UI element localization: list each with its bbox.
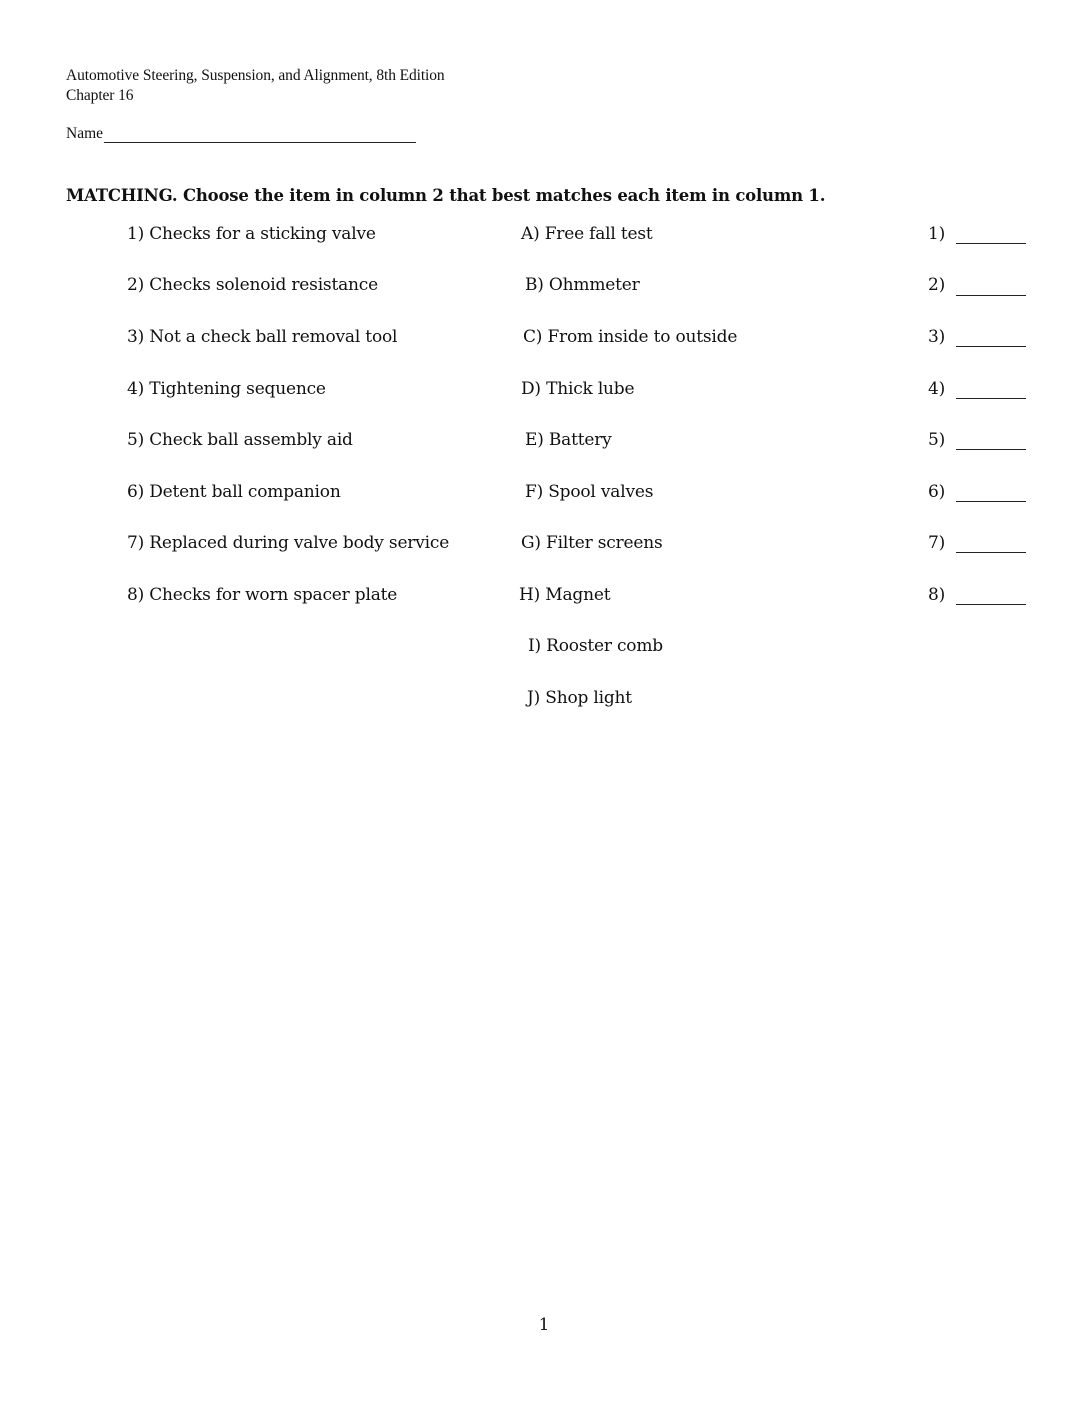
answer-blank[interactable]	[956, 449, 1026, 450]
answer-number: 5)	[928, 430, 946, 450]
column1-item: 5) Check ball assembly aid	[127, 430, 353, 450]
column2-item: I) Rooster comb	[528, 636, 663, 656]
column2-item: G) Filter screens	[521, 533, 663, 553]
column2-item: F) Spool valves	[525, 482, 654, 502]
name-label: Name	[66, 125, 104, 142]
column1-item: 2) Checks solenoid resistance	[127, 275, 378, 295]
column1-item: 6) Detent ball companion	[127, 482, 341, 502]
column1-item: 4) Tightening sequence	[127, 379, 326, 399]
answer-number: 4)	[928, 379, 946, 399]
answer-blank[interactable]	[956, 243, 1026, 244]
answer-blank[interactable]	[956, 604, 1026, 605]
column1-item: 7) Replaced during valve body service	[127, 533, 450, 553]
answer-blank[interactable]	[956, 552, 1026, 553]
column2-item: B) Ohmmeter	[525, 275, 640, 295]
answer-blank[interactable]	[956, 398, 1026, 399]
column2-item: E) Battery	[525, 430, 612, 450]
name-field-line[interactable]	[104, 124, 416, 143]
book-title: Automotive Steering, Suspension, and Alignment, 8th Edition	[66, 67, 445, 84]
column1-item: 8) Checks for worn spacer plate	[127, 585, 398, 605]
column1-item: 1) Checks for a sticking valve	[127, 224, 376, 244]
answer-number: 7)	[928, 533, 946, 553]
page-number: 1	[538, 1315, 550, 1335]
column2-item: A) Free fall test	[521, 224, 653, 244]
answer-blank[interactable]	[956, 295, 1026, 296]
answer-number: 2)	[928, 275, 946, 295]
column2-item: J) Shop light	[527, 688, 632, 708]
matching-instructions: MATCHING. Choose the item in column 2 that best matches each item in column 1.	[66, 186, 826, 205]
answer-blank[interactable]	[956, 346, 1026, 347]
answer-number: 8)	[928, 585, 946, 605]
answer-number: 1)	[928, 224, 946, 244]
column2-item: C) From inside to outside	[523, 327, 738, 347]
chapter-label: Chapter 16	[66, 87, 134, 104]
column2-item: H) Magnet	[519, 585, 611, 605]
answer-number: 6)	[928, 482, 946, 502]
column1-item: 3) Not a check ball removal tool	[127, 327, 398, 347]
answer-number: 3)	[928, 327, 946, 347]
name-row	[66, 124, 416, 143]
answer-blank[interactable]	[956, 501, 1026, 502]
column2-item: D) Thick lube	[521, 379, 635, 399]
